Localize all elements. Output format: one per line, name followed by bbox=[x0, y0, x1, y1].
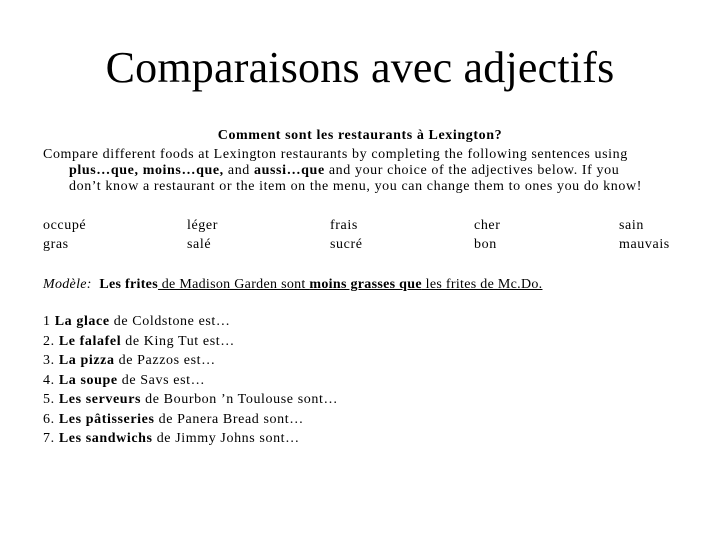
adjective-column-5 bbox=[619, 216, 670, 254]
adjective: salé bbox=[187, 237, 212, 252]
adjective-column-4 bbox=[474, 216, 501, 254]
adjective-column-2 bbox=[187, 216, 218, 254]
adjective-list bbox=[43, 216, 703, 256]
sentence-item bbox=[43, 429, 338, 449]
sentence-rest: de Pazzos est… bbox=[114, 353, 216, 368]
sentence-rest: de King Tut est… bbox=[121, 333, 235, 349]
sentence-subject: La pizza bbox=[58, 353, 115, 368]
sentence-number: 5. bbox=[43, 392, 59, 407]
sentence-subject: Les sandwichs bbox=[58, 431, 153, 446]
instructions-conjunction: and bbox=[223, 163, 254, 178]
adjective: sain bbox=[619, 218, 644, 233]
instructions-line-2 bbox=[43, 163, 683, 179]
model-subject: Les frites bbox=[99, 277, 158, 292]
adjective-column-3 bbox=[330, 216, 363, 254]
sentence-item bbox=[43, 351, 338, 371]
sentence-rest: de Coldstone est… bbox=[109, 314, 231, 329]
sentence-number: 2. bbox=[43, 333, 59, 349]
sentence-subject: Les serveurs bbox=[58, 392, 142, 407]
adjective: léger bbox=[187, 218, 218, 233]
model-end: les frites de Mc.Do. bbox=[421, 277, 543, 292]
sentence-item bbox=[43, 312, 338, 332]
adjective: cher bbox=[474, 218, 501, 233]
instructions-line-3: don’t know a restaurant or the item on the menu, you can change them to ones you do know! bbox=[69, 179, 642, 194]
model-underlined-part bbox=[158, 277, 543, 292]
model-comparison: moins grasses que bbox=[309, 277, 422, 292]
sentence-subject: Les pâtisseries bbox=[58, 411, 155, 427]
comparatives-2: aussi…que bbox=[254, 163, 325, 178]
comparatives-1: plus…que, moins…que, bbox=[69, 163, 224, 178]
sentence-number: 6. bbox=[43, 411, 59, 427]
slide-subtitle: Comment sont les restaurants à Lexington? bbox=[217, 128, 503, 143]
model-label: Modèle: bbox=[43, 277, 92, 292]
adjective: frais bbox=[330, 218, 358, 233]
sentence-subject: La glace bbox=[54, 314, 110, 329]
adjective-column-1 bbox=[43, 216, 86, 254]
model-sentence bbox=[43, 276, 542, 294]
sentence-item bbox=[43, 390, 338, 410]
instructions bbox=[43, 147, 683, 195]
sentence-subject: La soupe bbox=[58, 372, 118, 388]
sentence-rest: de Jimmy Johns sont… bbox=[152, 431, 300, 446]
adjective: occupé bbox=[43, 218, 87, 233]
model-middle: de Madison Garden sont bbox=[157, 277, 310, 292]
sentence-rest: de Panera Bread sont… bbox=[154, 411, 304, 427]
adjective: sucré bbox=[330, 237, 363, 252]
slide-title: Comparaisons avec adjectifs bbox=[105, 43, 615, 92]
instructions-line-1: Compare different foods at Lexington restaurants by completing the following sentences using bbox=[43, 147, 628, 162]
sentence-item bbox=[43, 410, 338, 430]
sentence-number: 3. bbox=[43, 353, 59, 368]
sentence-number: 4. bbox=[43, 372, 59, 388]
adjective: bon bbox=[474, 237, 497, 252]
sentence-list bbox=[43, 312, 338, 449]
sentence-item bbox=[43, 371, 338, 391]
sentence-rest: de Savs est… bbox=[117, 372, 206, 388]
adjective: gras bbox=[43, 237, 69, 252]
adjective: mauvais bbox=[619, 237, 670, 252]
sentence-rest: de Bourbon ’n Toulouse sont… bbox=[141, 392, 339, 407]
sentence-number: 1 bbox=[43, 314, 55, 329]
sentence-number: 7. bbox=[43, 431, 59, 446]
instructions-line-2-rest: and your choice of the adjectives below. If you bbox=[324, 163, 620, 178]
sentence-subject: Le falafel bbox=[58, 333, 122, 349]
sentence-item bbox=[43, 332, 338, 352]
